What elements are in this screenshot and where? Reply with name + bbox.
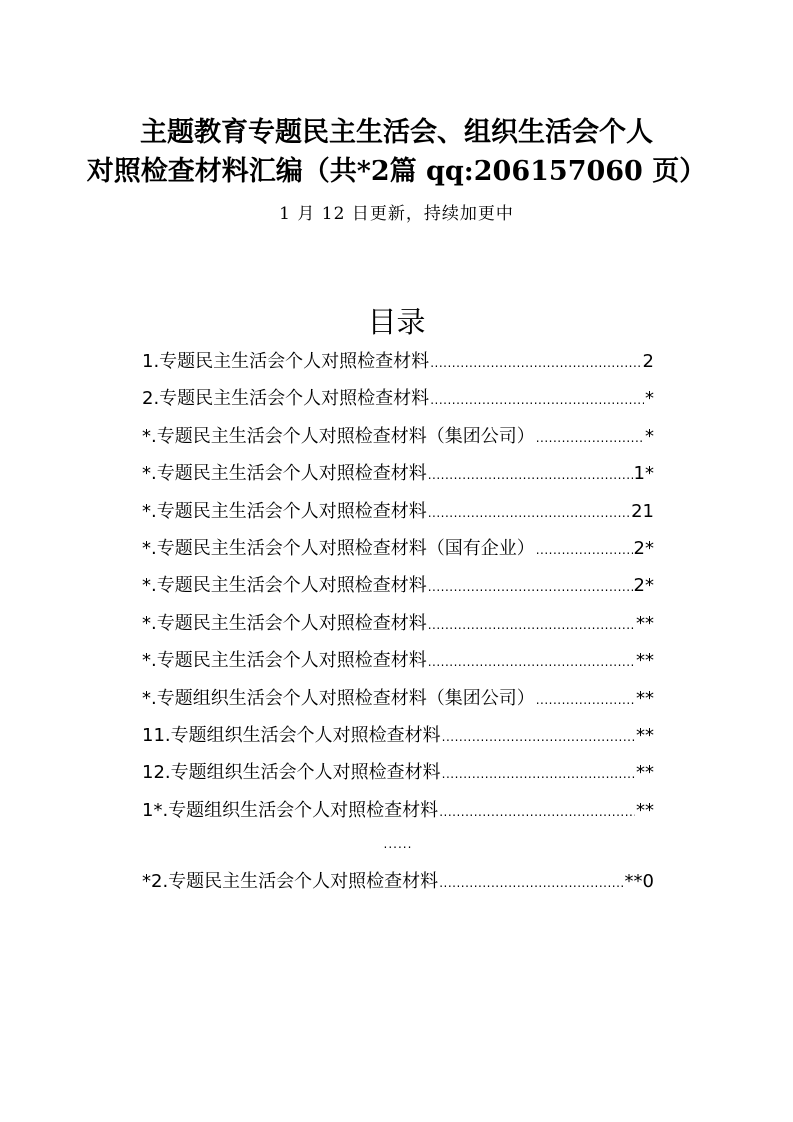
toc-item-page: 2*	[633, 575, 654, 597]
dot-leader	[428, 495, 630, 532]
toc-item-page: **0	[624, 871, 654, 893]
toc-item-12[interactable]	[142, 754, 654, 791]
dot-leader	[536, 682, 635, 719]
toc-item-page: 21	[631, 500, 654, 522]
dot-leader	[428, 644, 635, 681]
toc-item-7[interactable]	[142, 567, 654, 604]
title-line-2: 对照检查材料汇编（共*2篇 qq:206157060 页）	[86, 156, 707, 187]
toc-item-page: 2*	[633, 537, 654, 559]
toc-item-1[interactable]	[142, 343, 654, 380]
toc-item-page: *	[645, 388, 654, 410]
dot-leader	[428, 607, 635, 644]
title-line-1: 主题教育专题民主生活会、组织生活会个人	[140, 117, 653, 148]
dot-leader	[442, 719, 635, 756]
toc-item-13[interactable]	[142, 792, 654, 829]
dot-leader	[536, 532, 633, 569]
toc-item-page: 1*	[633, 463, 654, 485]
dot-leader	[439, 865, 623, 902]
toc-item-title: 2.专题民主生活会个人对照检查材料	[142, 388, 430, 410]
toc-item-page: 2	[642, 351, 654, 372]
toc-item-title: *.专题民主生活会个人对照检查材料	[142, 575, 427, 597]
toc-item-10[interactable]	[142, 680, 654, 717]
dot-leader	[428, 457, 633, 494]
toc-item-page: *	[645, 425, 654, 447]
toc-ellipsis: ......	[383, 837, 413, 852]
dot-leader	[428, 569, 633, 606]
toc-item-page: **	[636, 687, 654, 709]
toc-item-title: 1*.专题组织生活会个人对照检查材料	[142, 799, 439, 821]
dot-leader	[430, 382, 644, 419]
dot-leader	[439, 794, 635, 831]
toc-item-11[interactable]	[142, 717, 654, 754]
toc-item-title: *.专题民主生活会个人对照检查材料	[142, 650, 427, 672]
toc-item-4[interactable]	[142, 455, 654, 492]
toc-item-last[interactable]	[142, 863, 654, 900]
toc-item-title: *.专题民主生活会个人对照检查材料（国有企业）	[142, 537, 535, 559]
toc-item-page: **	[636, 799, 654, 821]
toc-item-title: *.专题民主生活会个人对照检查材料	[142, 612, 427, 634]
toc-item-title: *.专题民主生活会个人对照检查材料	[142, 500, 427, 522]
toc-item-3[interactable]	[142, 418, 654, 455]
toc-item-page: **	[636, 762, 654, 784]
toc-item-title: 1.专题民主生活会个人对照检查材料	[142, 351, 430, 372]
toc-item-title: 11.专题组织生活会个人对照检查材料	[142, 724, 441, 746]
toc-item-page: **	[636, 650, 654, 672]
toc-item-title: *.专题组织生活会个人对照检查材料（集团公司）	[142, 687, 535, 709]
update-note: 1 月 12 日更新，持续加更中	[279, 204, 514, 224]
toc-item-6[interactable]	[142, 530, 654, 567]
toc-item-8[interactable]	[142, 605, 654, 642]
dot-leader	[442, 756, 635, 793]
toc-item-title: *.专题民主生活会个人对照检查材料（集团公司）	[142, 425, 535, 447]
toc-item-title: *.专题民主生活会个人对照检查材料	[142, 463, 427, 485]
toc-item-page: **	[636, 724, 654, 746]
toc-item-9[interactable]	[142, 642, 654, 679]
toc-heading: 目录	[367, 305, 426, 339]
toc-item-5[interactable]	[142, 493, 654, 530]
toc-item-2[interactable]	[142, 380, 654, 417]
dot-leader	[430, 345, 641, 382]
toc-item-title: *2.专题民主生活会个人对照检查材料	[142, 871, 439, 893]
table-of-contents	[142, 343, 654, 900]
toc-item-page: **	[636, 612, 654, 634]
dot-leader	[536, 420, 644, 457]
toc-item-title: 12.专题组织生活会个人对照检查材料	[142, 762, 441, 784]
document-title	[60, 113, 733, 191]
